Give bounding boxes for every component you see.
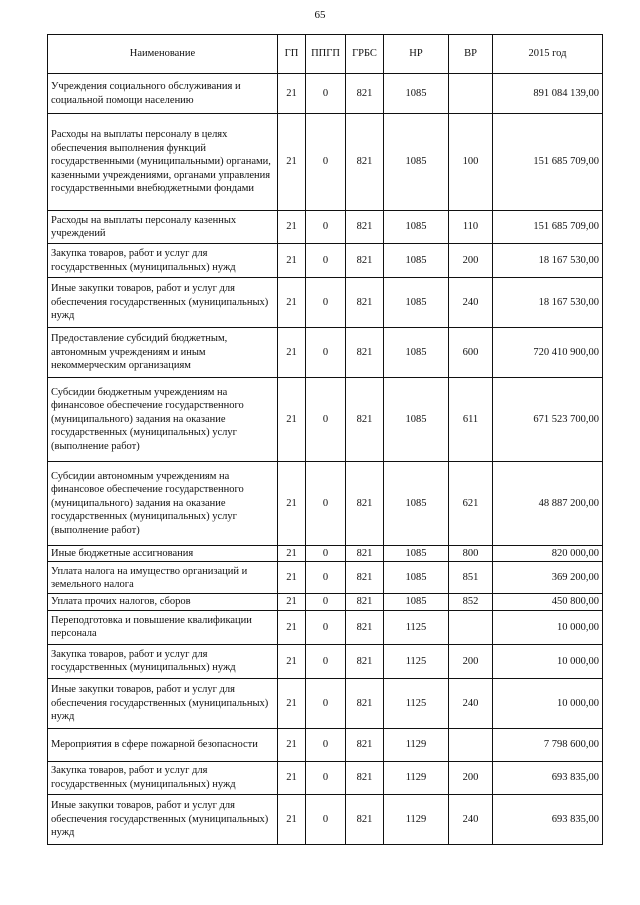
cell-vr: 800: [449, 546, 493, 562]
cell-name: Уплата прочих налогов, сборов: [48, 594, 278, 610]
cell-vr: 621: [449, 462, 493, 546]
cell-ppgp: 0: [306, 678, 346, 728]
cell-gp: 21: [278, 462, 306, 546]
table-row: [48, 678, 603, 728]
cell-grbs: 821: [346, 244, 384, 278]
cell-name: Расходы на выплаты персоналу казенных учреждений: [48, 211, 278, 244]
table-row: [48, 594, 603, 610]
cell-name: Субсидии автономным учреждениям на финансовое обеспечение государственного (муниципального) задания на оказание государственных (муниципальных) услуг (выполнение работ): [48, 462, 278, 546]
cell-grbs: 821: [346, 678, 384, 728]
col-header-nr: НР: [384, 35, 449, 74]
table-row: [48, 244, 603, 278]
cell-nr: 1125: [384, 644, 449, 678]
cell-nr: 1085: [384, 594, 449, 610]
cell-grbs: 821: [346, 462, 384, 546]
cell-name: Предоставление субсидий бюджетным, автономным учреждениям и иным некоммерческим организациям: [48, 328, 278, 378]
cell-vr: 851: [449, 562, 493, 594]
cell-amount: 18 167 530,00: [493, 278, 603, 328]
col-header-grbs: ГРБС: [346, 35, 384, 74]
cell-gp: 21: [278, 562, 306, 594]
cell-grbs: 821: [346, 114, 384, 211]
cell-nr: 1125: [384, 678, 449, 728]
table-row: [48, 546, 603, 562]
cell-grbs: 821: [346, 761, 384, 794]
cell-grbs: 821: [346, 562, 384, 594]
cell-nr: 1085: [384, 328, 449, 378]
col-header-vr: ВР: [449, 35, 493, 74]
cell-vr: 200: [449, 644, 493, 678]
cell-gp: 21: [278, 114, 306, 211]
table-row: [48, 761, 603, 794]
table-row: [48, 278, 603, 328]
col-header-name: Наименование: [48, 35, 278, 74]
cell-vr: 852: [449, 594, 493, 610]
table-row: [48, 74, 603, 114]
cell-gp: 21: [278, 74, 306, 114]
cell-gp: 21: [278, 211, 306, 244]
cell-ppgp: 0: [306, 761, 346, 794]
cell-ppgp: 0: [306, 562, 346, 594]
cell-name: Закупка товаров, работ и услуг для государственных (муниципальных) нужд: [48, 644, 278, 678]
cell-amount: 891 084 139,00: [493, 74, 603, 114]
table-row: [48, 562, 603, 594]
cell-grbs: 821: [346, 594, 384, 610]
cell-gp: 21: [278, 678, 306, 728]
cell-nr: 1129: [384, 761, 449, 794]
cell-gp: 21: [278, 328, 306, 378]
col-header-gp: ГП: [278, 35, 306, 74]
col-header-year: 2015 год: [493, 35, 603, 74]
cell-nr: 1085: [384, 114, 449, 211]
cell-gp: 21: [278, 644, 306, 678]
cell-amount: 820 000,00: [493, 546, 603, 562]
page-number: 65: [314, 9, 326, 21]
cell-amount: 10 000,00: [493, 644, 603, 678]
cell-gp: 21: [278, 794, 306, 844]
cell-ppgp: 0: [306, 794, 346, 844]
cell-gp: 21: [278, 610, 306, 644]
cell-amount: 18 167 530,00: [493, 244, 603, 278]
cell-nr: 1125: [384, 610, 449, 644]
cell-vr: [449, 610, 493, 644]
cell-vr: 100: [449, 114, 493, 211]
cell-gp: 21: [278, 278, 306, 328]
cell-amount: 151 685 709,00: [493, 211, 603, 244]
cell-vr: 200: [449, 761, 493, 794]
cell-vr: 200: [449, 244, 493, 278]
cell-nr: 1085: [384, 211, 449, 244]
cell-grbs: 821: [346, 728, 384, 761]
cell-amount: 369 200,00: [493, 562, 603, 594]
cell-grbs: 821: [346, 378, 384, 462]
table-row: [48, 114, 603, 211]
cell-amount: 450 800,00: [493, 594, 603, 610]
cell-ppgp: 0: [306, 211, 346, 244]
cell-gp: 21: [278, 244, 306, 278]
cell-grbs: 821: [346, 328, 384, 378]
cell-amount: 693 835,00: [493, 794, 603, 844]
cell-vr: 110: [449, 211, 493, 244]
cell-name: Мероприятия в сфере пожарной безопасности: [48, 728, 278, 761]
cell-amount: 693 835,00: [493, 761, 603, 794]
cell-grbs: 821: [346, 794, 384, 844]
cell-grbs: 821: [346, 546, 384, 562]
table-row: [48, 794, 603, 844]
cell-ppgp: 0: [306, 244, 346, 278]
cell-ppgp: 0: [306, 378, 346, 462]
table-row: [48, 644, 603, 678]
cell-name: Учреждения социального обслуживания и социальной помощи населению: [48, 74, 278, 114]
cell-grbs: 821: [346, 644, 384, 678]
cell-ppgp: 0: [306, 546, 346, 562]
cell-nr: 1129: [384, 794, 449, 844]
table-row: [48, 378, 603, 462]
table-row: [48, 328, 603, 378]
cell-amount: 720 410 900,00: [493, 328, 603, 378]
cell-name: Иные закупки товаров, работ и услуг для обеспечения государственных (муниципальных) нужд: [48, 678, 278, 728]
cell-nr: 1085: [384, 278, 449, 328]
cell-name: Закупка товаров, работ и услуг для государственных (муниципальных) нужд: [48, 244, 278, 278]
cell-name: Расходы на выплаты персоналу в целях обеспечения выполнения функций государственными (муниципальными) органами, казенными учреждениями, органами управления государственными внебюджетными фондами: [48, 114, 278, 211]
cell-gp: 21: [278, 728, 306, 761]
cell-name: Иные закупки товаров, работ и услуг для обеспечения государственных (муниципальных) нужд: [48, 278, 278, 328]
cell-ppgp: 0: [306, 728, 346, 761]
cell-amount: 10 000,00: [493, 610, 603, 644]
table-row: [48, 462, 603, 546]
cell-amount: 7 798 600,00: [493, 728, 603, 761]
cell-name: Субсидии бюджетным учреждениям на финансовое обеспечение государственного (муниципального) задания на оказание государственных (муниципальных) услуг (выполнение работ): [48, 378, 278, 462]
cell-amount: 48 887 200,00: [493, 462, 603, 546]
cell-vr: 600: [449, 328, 493, 378]
cell-vr: [449, 728, 493, 761]
table-row: [48, 211, 603, 244]
cell-grbs: 821: [346, 278, 384, 328]
cell-vr: 611: [449, 378, 493, 462]
cell-grbs: 821: [346, 610, 384, 644]
col-header-ppgp: ППГП: [306, 35, 346, 74]
cell-ppgp: 0: [306, 610, 346, 644]
cell-amount: 151 685 709,00: [493, 114, 603, 211]
cell-grbs: 821: [346, 211, 384, 244]
cell-vr: 240: [449, 678, 493, 728]
cell-name: Переподготовка и повышение квалификации персонала: [48, 610, 278, 644]
cell-nr: 1129: [384, 728, 449, 761]
cell-nr: 1085: [384, 74, 449, 114]
cell-ppgp: 0: [306, 644, 346, 678]
cell-nr: 1085: [384, 244, 449, 278]
cell-nr: 1085: [384, 378, 449, 462]
cell-nr: 1085: [384, 462, 449, 546]
cell-nr: 1085: [384, 562, 449, 594]
table-header-row: [48, 35, 603, 74]
cell-gp: 21: [278, 761, 306, 794]
cell-vr: 240: [449, 278, 493, 328]
cell-ppgp: 0: [306, 278, 346, 328]
cell-gp: 21: [278, 546, 306, 562]
cell-ppgp: 0: [306, 114, 346, 211]
cell-ppgp: 0: [306, 594, 346, 610]
cell-ppgp: 0: [306, 462, 346, 546]
cell-name: Уплата налога на имущество организаций и земельного налога: [48, 562, 278, 594]
cell-ppgp: 0: [306, 328, 346, 378]
table-row: [48, 610, 603, 644]
cell-gp: 21: [278, 378, 306, 462]
cell-gp: 21: [278, 594, 306, 610]
cell-name: Иные бюджетные ассигнования: [48, 546, 278, 562]
cell-nr: 1085: [384, 546, 449, 562]
cell-name: Закупка товаров, работ и услуг для государственных (муниципальных) нужд: [48, 761, 278, 794]
cell-vr: 240: [449, 794, 493, 844]
cell-vr: [449, 74, 493, 114]
table-body: [48, 74, 603, 845]
budget-table: [47, 34, 603, 845]
cell-grbs: 821: [346, 74, 384, 114]
cell-amount: 10 000,00: [493, 678, 603, 728]
cell-name: Иные закупки товаров, работ и услуг для обеспечения государственных (муниципальных) нужд: [48, 794, 278, 844]
cell-ppgp: 0: [306, 74, 346, 114]
table-row: [48, 728, 603, 761]
cell-amount: 671 523 700,00: [493, 378, 603, 462]
